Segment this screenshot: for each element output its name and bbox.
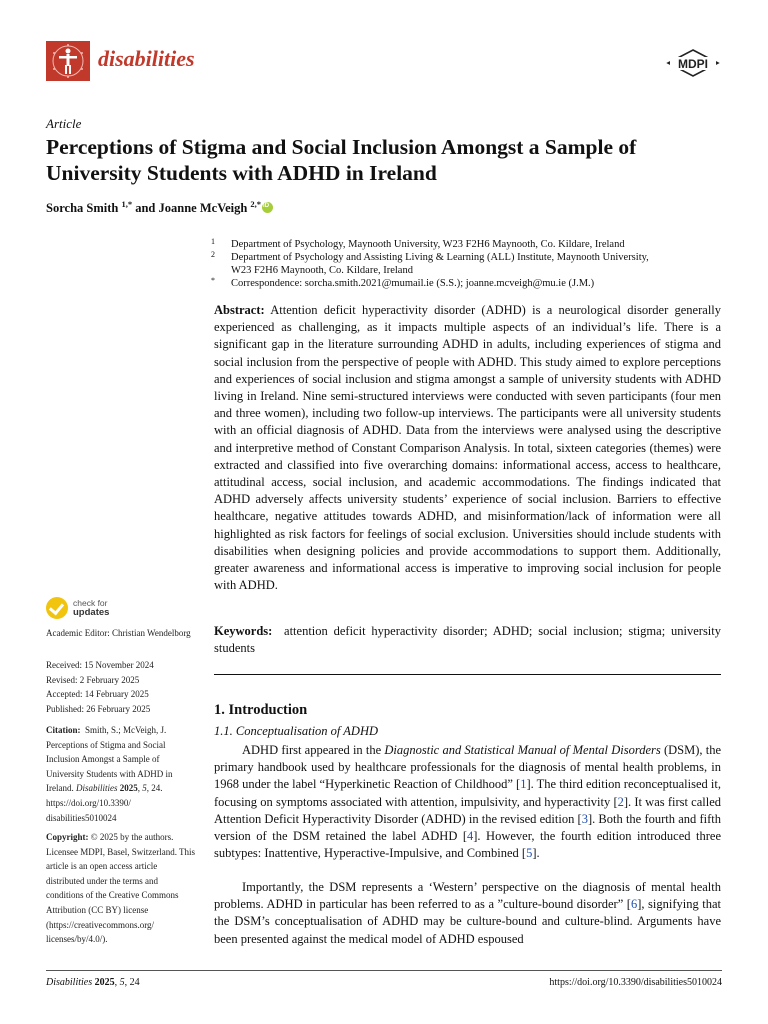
affiliation-text: Department of Psychology, Maynooth University, W23 F2H6 Maynooth, Co. Kildare, Ireland — [231, 239, 625, 250]
revised-date: Revised: 2 February 2025 — [46, 674, 140, 685]
reference-link[interactable]: 5 — [526, 846, 533, 861]
academic-editor: Academic Editor: Christian Wendelborg — [46, 628, 191, 638]
copyright-block — [46, 830, 196, 947]
check-for-updates-button[interactable] — [46, 597, 146, 619]
section-heading: 1. Introduction — [214, 702, 308, 718]
journal-logo-icon — [46, 41, 90, 81]
body-paragraph: Importantly, the DSM represents a ‘Western’ perspective on the diagnosis of mental health problems. ADHD in particular has been referred to as a ”culture-bound disorder” [6], signifying that the DSM’s conceptualisation of ADHD may be culture-bound and culture-blind. Arguments have been presented against the medical model of ADHD espoused — [214, 880, 722, 946]
author-name[interactable]: Sorcha Smith — [46, 201, 119, 216]
published-date: Published: 26 February 2025 — [46, 703, 151, 714]
article-type: Article — [46, 116, 82, 131]
updates-label: updates — [73, 607, 110, 618]
reference-link[interactable]: 1 — [520, 777, 527, 792]
footer-doi-link[interactable]: https://doi.org/10.3390/disabilities5010024 — [549, 977, 722, 988]
citation-label: Citation: — [46, 725, 81, 735]
correspondence-text[interactable]: Correspondence: sorcha.smith.2021@mumail.ie (S.S.); joanne.mcveigh@mu.ie (J.M.) — [231, 278, 595, 289]
citation-block: Citation: Smith, S.; McVeigh, J. Perceptions of Stigma and Social Inclusion Amongst a Sample of University Students with ADHD in Ireland. Disabilities 2025, 5, 24. https://doi.org/10.3390/ disabilities5010024 — [46, 725, 173, 823]
orcid-icon[interactable] — [262, 202, 273, 213]
author-affiliation-marker: 2,* — [250, 199, 262, 209]
affiliation-number: 1 — [211, 237, 215, 246]
affiliation-text: Department of Psychology and Assisting Living & Learning (ALL) Institute, Maynooth University, — [231, 252, 649, 263]
affiliation-text: W23 F2H6 Maynooth, Co. Kildare, Ireland — [231, 265, 413, 276]
article-title: Perceptions of Stigma and Social Inclusion Amongst a Sample of University Students with ADHD in Ireland — [46, 135, 637, 185]
subsection-heading: 1.1. Conceptualisation of ADHD — [214, 724, 379, 738]
footer-journal: Disabilities — [46, 977, 93, 988]
abstract-label: Abstract: — [214, 303, 265, 317]
footer-article-number: , 24 — [124, 977, 140, 988]
check-icon — [46, 597, 68, 619]
citation-volume: 5 — [142, 783, 147, 794]
received-date: Received: 15 November 2024 — [46, 660, 154, 670]
keywords-text: attention deficit hyperactivity disorder; ADHD; social inclusion; stigma; university students — [214, 624, 722, 656]
check-for-label: check for — [73, 598, 108, 608]
footer-year: 2025 — [94, 977, 115, 988]
reference-link[interactable]: 2 — [617, 794, 624, 809]
author-list — [46, 199, 273, 216]
author-affiliation-marker: 1,* — [121, 199, 133, 209]
mdpi-logo-icon — [666, 49, 720, 77]
correspondence-marker: * — [211, 276, 215, 285]
author-name[interactable]: Joanne McVeigh — [158, 201, 248, 216]
footer-volume: 5 — [119, 977, 125, 988]
keywords-label: Keywords: — [214, 624, 273, 638]
dsm-title: Diagnostic and Statistical Manual of Mental Disorders — [384, 743, 661, 757]
reference-link[interactable]: 6 — [630, 897, 638, 912]
citation-text: Smith, S.; McVeigh, J. Perceptions of Stigma and Social Inclusion Amongst a Sample of University Students with ADHD in Ireland. — [46, 725, 173, 794]
footer-divider — [46, 970, 722, 971]
footer-citation: Disabilities 2025, 5, 24 — [46, 977, 140, 988]
abstract-text: Attention deficit hyperactivity disorder (ADHD) is a neurological disorder generally experienced as challenging, as it impacts multiple aspects of an individual’s life. There is a significant gap in the literature surrounding ADHD in adults, including experiences of stigma and social inclusion from the perspective of people with ADHD. This study aimed to explore perceptions and experiences of social inclusion and stigma amongst a sample of university students with ADHD living in Ireland. Nine semi-structured interviews were conducted with seven participants (four men and three women), including two follow-up interviews. The participants were all university students with an official diagnosis of ADHD. Data from the interviews were analysed using the descriptive and interpretive method of Constant Comparison Analysis. In total, sixteen categories (themes) were extracted and classified into five overarching domains: informational access, access to healthcare, attitudinal access, social inclusion, and academic accommodations. The findings indicated that ADHD adversely affects university students’ experience of social inclusion. Barriers to effective healthcare, negative attitudes towards ADHD, and misinformation/lack of information were all highlighted as risk factors for feelings of social exclusion. Universities should include students with disabilities when designing policies and provide accommodations to support them. Additionally, greater awareness and informational access is imperative to improving social inclusion for people with ADHD. — [214, 303, 722, 593]
publisher-name: MDPI — [678, 57, 708, 71]
author-conjunction: and — [132, 201, 159, 216]
copyright-label: Copyright: — [46, 832, 89, 842]
citation-doi[interactable]: , 24. https://doi.org/10.3390/ disabilities5010024 — [46, 783, 163, 823]
affiliation-number: 2 — [211, 250, 215, 259]
publication-dates — [46, 658, 196, 716]
copyright-text: © 2025 by the authors. Licensee MDPI, Basel, Switzerland. This article is an open access article distributed under the terms and conditions of the Creative Commons Attribution (CC BY) license (https://creativecommons.org/ licenses/by/4.0/). — [46, 832, 196, 945]
citation-year: 2025 — [119, 783, 138, 794]
reference-link[interactable]: 4 — [467, 829, 474, 844]
reference-link[interactable]: 3 — [581, 811, 588, 826]
body-paragraph: ADHD first appeared in the Diagnostic and Statistical Manual of Mental Disorders (DSM), the primary handbook used by healthcare professionals for the diagnosis of mental health problems, in 1968 under the label “Hyperkinetic Reaction of Childhood” [1]. The third edition reconceptualised it, focusing on symptoms associated with attention, impulsivity, and hyperactivity [2]. It was first called Attention Deficit Hyperactivity Disorder (ADHD) in the revised edition [3]. Both the fourth and fifth version of the DSM retained the label ADHD [4]. However, the fourth edition introduced three subtypes: Inattentive, Hyperactive-Impulsive, and Combined [5]. — [214, 743, 722, 861]
keywords — [214, 623, 721, 657]
abstract — [214, 302, 721, 594]
citation-journal: Disabilities — [75, 783, 118, 794]
journal-name: disabilities — [98, 46, 195, 71]
section-divider — [214, 674, 721, 675]
accepted-date: Accepted: 14 February 2025 — [46, 689, 149, 700]
